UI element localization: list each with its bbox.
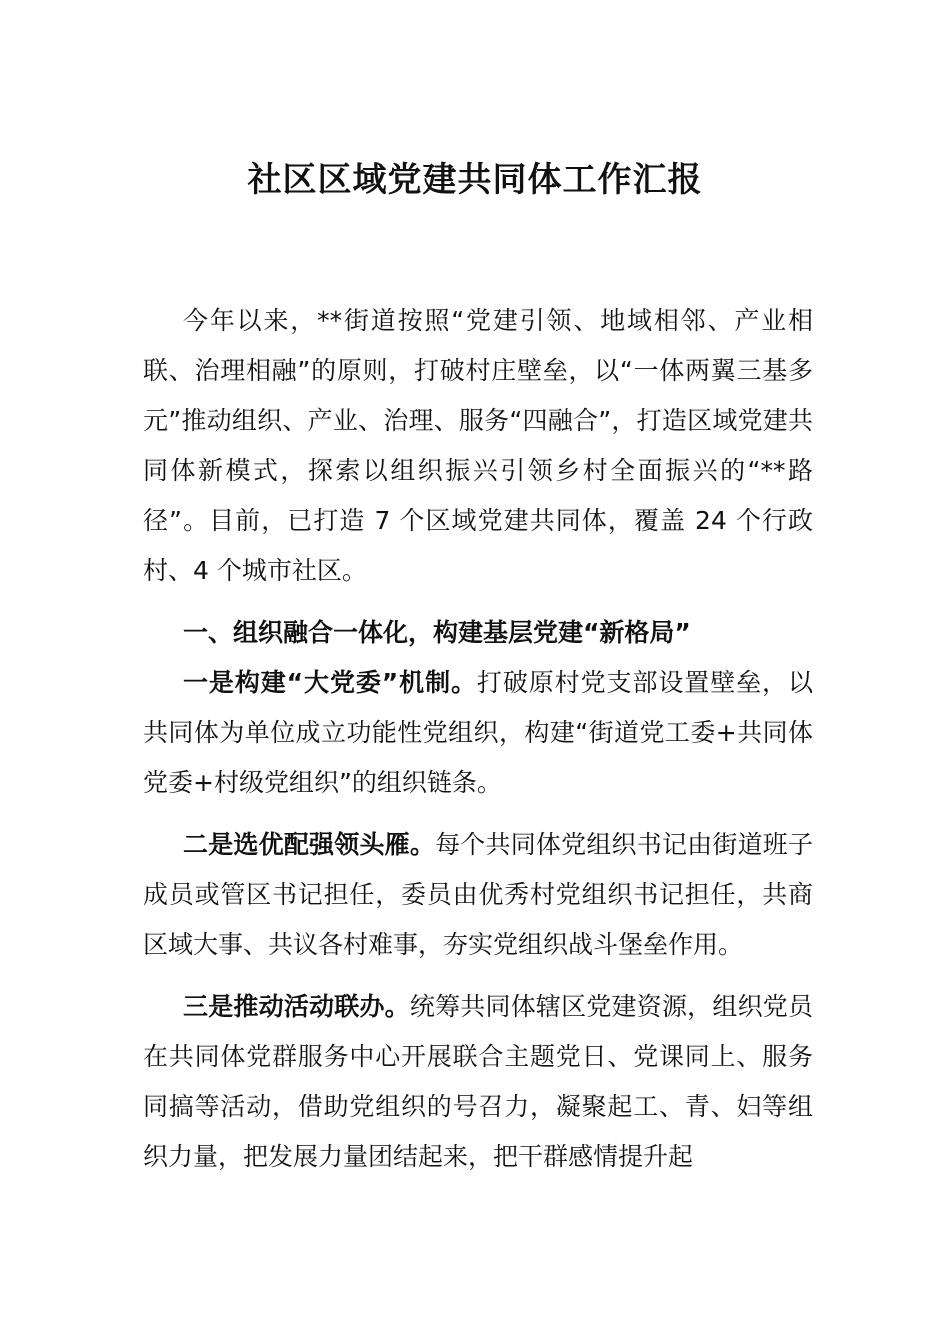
document-title: 社区区域党建共同体工作汇报 <box>247 160 703 200</box>
paragraph-item-1 <box>143 658 813 808</box>
item-2-lead: 二是选优配强领头雁。 <box>183 830 436 859</box>
paragraph-item-3 <box>143 982 813 1182</box>
section-heading: 一、组织融合一体化，构建基层党建“新格局” <box>183 618 691 647</box>
paragraph-item-2 <box>143 820 813 970</box>
item-3-text: 统筹共同体辖区党建资源，组织党员在共同体党群服务中心开展联合主题党日、党课同上、服务同搞等活动，借助党组织的号召力，凝聚起工、青、妇等组织力量，把发展力量团结起来，把干群感情提升起 <box>143 992 813 1171</box>
item-1-lead: 一是构建“大党委”机制。 <box>183 668 477 697</box>
document-body <box>143 296 813 1182</box>
item-3-lead: 三是推动活动联办。 <box>183 992 410 1021</box>
intro-paragraph: 今年以来，**街道按照“党建引领、地域相邻、产业相联、治理相融”的原则，打破村庄壁垒，以“一体两翼三基多元”推动组织、产业、治理、服务“四融合”，打造区域党建共同体新模式，探索以组织振兴引领乡村全面振兴的“**路径”。目前，已打造 7 个区域党建共同体，覆盖 24 个行政村、4 个城市社区。 <box>143 306 813 585</box>
item-1-text: 打破原村党支部设置壁垒，以共同体为单位成立功能性党组织，构建“街道党工委+共同体党委+村级党组织”的组织链条。 <box>143 668 813 797</box>
item-2-text: 每个共同体党组织书记由街道班子成员或管区书记担任，委员由优秀村党组织书记担任，共商区域大事、共议各村难事，夯实党组织战斗堡垒作用。 <box>143 830 813 959</box>
